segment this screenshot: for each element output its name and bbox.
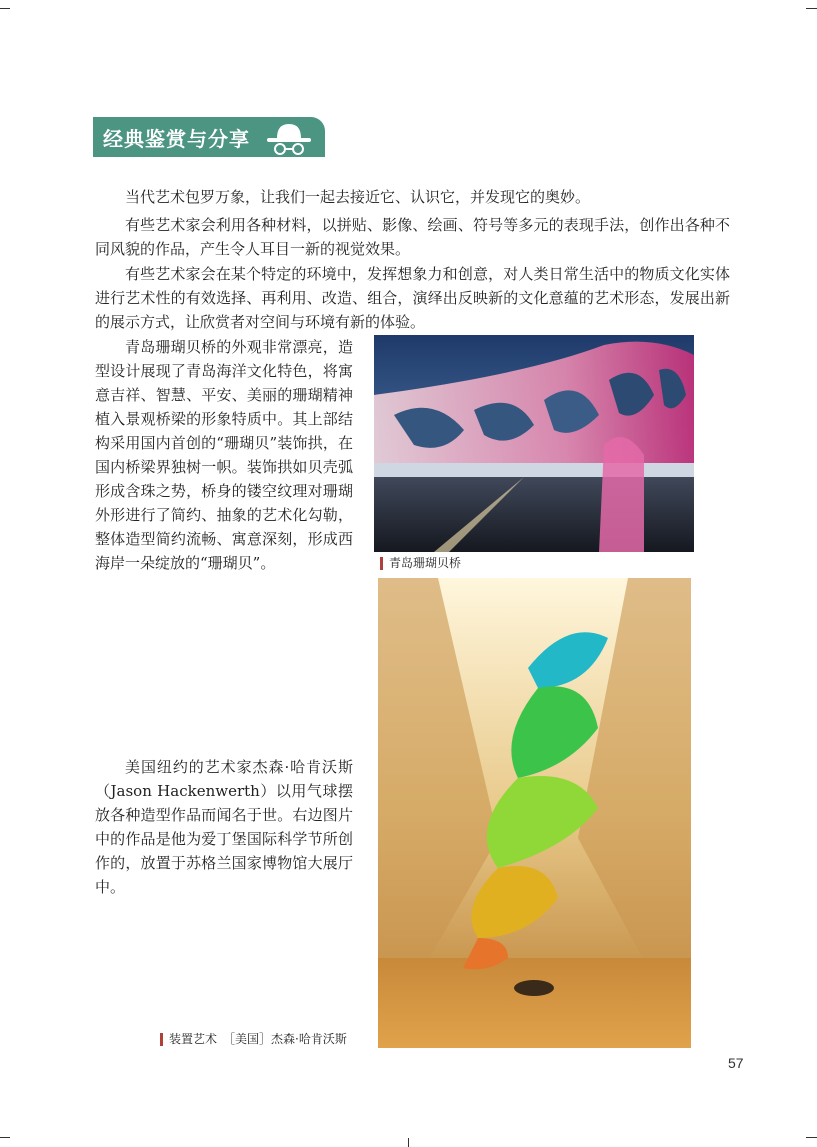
crop-mark (0, 1137, 10, 1138)
page-number: 57 (728, 1055, 744, 1071)
hat-glasses-icon (263, 120, 315, 160)
crop-mark (0, 8, 10, 9)
section-title: 经典鉴赏与分享 (103, 127, 250, 151)
intro-paragraph: 当代艺术包罗万象，让我们一起去接近它、认识它，并发现它的奥妙。 (125, 188, 591, 206)
balloon-sculpture-photo (378, 578, 691, 1048)
intro-paragraph: 有些艺术家会利用各种材料，以拼贴、影像、绘画、符号等多元的表现手法，创作出各种不同风貌的作品，产生令人耳目一新的视觉效果。 (95, 216, 730, 258)
artist-description: 美国纽约的艺术家杰森·哈肯沃斯（Jason Hackenwerth）以用气球摆放各种造型作品而闻名于世。右边图片中的作品是他为爱丁堡国际科学节所创作的，放置于苏格兰国家博物馆大展厅中。 (95, 758, 353, 896)
crop-mark (408, 1138, 409, 1147)
crop-mark (806, 1137, 817, 1138)
crop-mark (806, 8, 817, 9)
intro-paragraph: 有些艺术家会在某个特定的环境中，发挥想象力和创意，对人类日常生活中的物质文化实体进行艺术性的有效选择、再利用、改造、组合，演绎出反映新的文化意蕴的艺术形态，发展出新的展示方式，让欣赏者对空间与环境有新的体验。 (95, 265, 730, 331)
bridge-caption: 青岛珊瑚贝桥 (380, 557, 461, 570)
bridge-description: 青岛珊瑚贝桥的外观非常漂亮，造型设计展现了青岛海洋文化特色，将寓意吉祥、智慧、平安、美丽的珊瑚精神植入景观桥梁的形象特质中。其上部结构采用国内首创的“珊瑚贝”装饰拱，在国内桥梁界独树一帜。装饰拱如贝壳弧形成含珠之势，桥身的镂空纹理对珊瑚外形进行了简约、抽象的艺术化勾勒，整体造型简约流畅、寓意深刻，形成西海岸一朵绽放的“珊瑚贝”。 (95, 338, 353, 572)
section-banner (93, 117, 325, 157)
artwork-caption: 装置艺术 ［美国］杰森·哈肯沃斯 (160, 1033, 347, 1046)
coral-bridge-photo (374, 335, 694, 552)
